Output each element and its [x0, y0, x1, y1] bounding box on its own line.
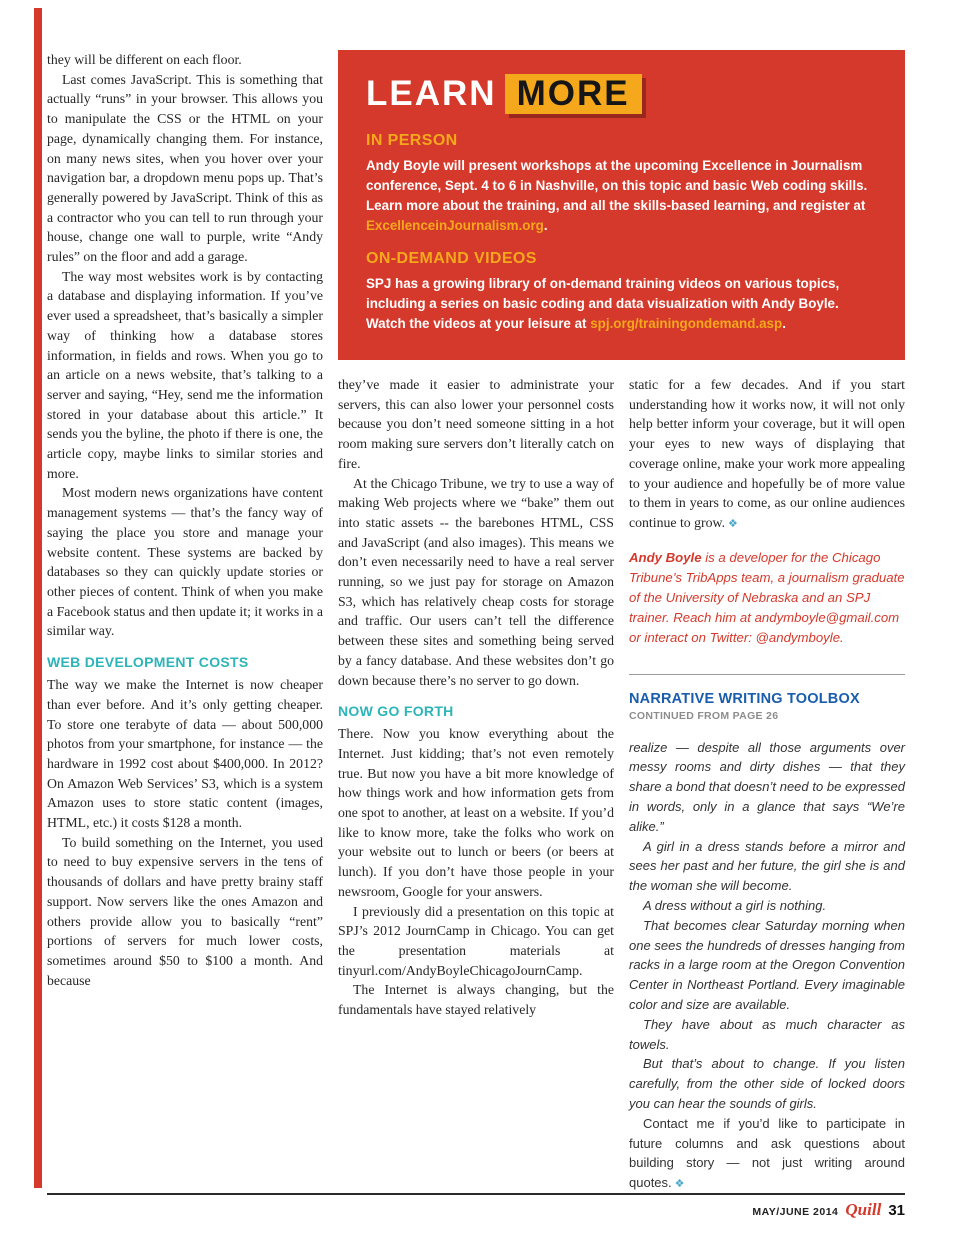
article-paragraph: The Internet is always changing, but the fundamentals have stayed relatively [338, 982, 614, 1018]
article-paragraph: To build something on the Internet, you used to need to buy expensive servers in the tens of thousands of dollars and have pretty brainy staff support. Now servers like the ones Amazon and others provide allow you to basically “rent” portions of servers for much lower costs, sometimes around $50 to $100 a month. And because [47, 834, 323, 988]
end-mark-icon: ❖ [728, 516, 738, 530]
toolbox-paragraph: They have about as much character as towels. [629, 1016, 905, 1052]
article-paragraph: Last comes JavaScript. This is something that actually “runs” in your browser. This allows you to manipulate the CSS or the HTML on your page, dynamically changing them. For instance, on many news sites, when you hover over your navigation bar, a dropdown menu pops up. That’s generally powered by JavaScript. Think of this as a contractor who you can tell to run through your house, change one wall to purple, write “Andy rules” on the floor and add a garage. [47, 71, 323, 265]
right-area [338, 50, 905, 1194]
section-divider [629, 674, 905, 675]
in-person-heading: IN PERSON [366, 132, 458, 149]
author-bio-text: is a developer for the Chicago Tribune’s TribApps team, a journalism graduate of the University of Nebraska and an SPJ trainer. Reach him at andymboyle@gmail.com or interact on Twitter: @andymboyle. [629, 549, 905, 645]
learn-more-title-more: MORE [505, 74, 642, 114]
toolbox-paragraph: But that’s about to change. If you listen carefully, from the other side of locked doors you can hear the sounds of girls. [629, 1056, 905, 1111]
learn-more-box [338, 50, 905, 360]
article-paragraph: At the Chicago Tribune, we try to use a way of making Web projects where we “bake” them out into static assets -- the barebones HTML, CSS and JavaScript (and also images). This means we don’t even necessarily need to have a real server running, so we just pay for storage on Amazon S3, which has relatively cheap costs for storage and traffic. Our users can’t tell the difference between these sites and something being served by a fancy database. And these websites don’t go down because there’s no server to go down. [338, 475, 614, 688]
footer-magazine-brand: Quill [845, 1200, 882, 1219]
section-heading-web-development-costs: WEB DEVELOPMENT COSTS [47, 654, 249, 671]
article-paragraph: The way most websites work is by contacting a database and displaying information. If you’ve ever used a spreadsheet, that’s basically a simpler way of thinking how a database stores information, in fields and rows. When you go to an article on a news website, that’s talking to a server and saying, “Hey, send me the information stored in your database about this article.” It sends you the byline, the photo if there is one, the article copy, maybe links to similar stories and more. [47, 268, 323, 481]
article-paragraph: I previously did a presentation on this topic at SPJ’s 2012 JournCamp in Chicago. You can get the presentation materials at tinyurl.com/AndyBoyleChicagoJournCamp. [338, 903, 614, 978]
on-demand-videos-heading: ON-DEMAND VIDEOS [366, 250, 537, 267]
footer-page-number: 31 [888, 1202, 905, 1219]
on-demand-text: SPJ has a growing library of on-demand training videos on various topics, including a series on basic coding and data visualization with Andy Boyle. Watch the videos at your leisure at [366, 276, 840, 331]
page-content [47, 50, 905, 1194]
spj-training-link: spj.org/trainingondemand.asp [590, 316, 783, 331]
learn-more-title [366, 74, 877, 114]
article-paragraph: Most modern news organizations have content management systems — that’s the fancy way of saying the place you store and manage your website content. These systems are backed by databases so they can quickly update stories or other pieces of content. Think of when you make a Facebook status and then update it; it works in a similar way. [47, 485, 323, 639]
on-demand-period: . [782, 316, 786, 331]
footer-issue-date: MAY/JUNE 2014 [752, 1206, 839, 1218]
learn-more-title-learn: LEARN [366, 74, 497, 113]
article-paragraph [629, 375, 905, 534]
left-accent-bar [34, 8, 42, 1188]
toolbox-paragraph: realize — despite all those arguments over messy rooms and dirty dishes — that they share a bond that doesn’t need to be expressed in words, only in a glance that says “We’re alike.” [629, 739, 905, 834]
toolbox-closing-text: Contact me if you’d like to participate in future columns and ask questions about building story — not just writing around quotes. [629, 1115, 905, 1191]
article-paragraph: The way we make the Internet is now cheaper than ever before. And it’s only getting cheaper. To store one terabyte of data — about 500,000 photos from your smartphone, for instance — the hardware in 1992 cost about $400,000. In 2012? On Amazon Web Services’ S3, which is a system Amazon uses to store static content (images, HTML, etc.) it costs $128 a month. [47, 677, 323, 831]
article-paragraph: they’ve made it easier to administrate your servers, this can also lower your personnel costs because you don’t need someone sitting in a hot room making sure servers don’t literally catch on fire. [338, 377, 614, 471]
in-person-period: . [543, 218, 548, 233]
article-closing-text: static for a few decades. And if you start understanding how it works now, it will not only help better inform your coverage, but it will open your eyes to new ways of displaying that coverage online, make your work more appealing to your audience and hopefully be of more value to them in years to come, as our online audiences continue to grow. [629, 377, 905, 530]
toolbox-paragraph [629, 1114, 905, 1194]
toolbox-paragraph: A girl in a dress stands before a mirror and sees her past and her future, the girl she is and the woman she will become. [629, 838, 905, 894]
author-bio [629, 548, 905, 648]
column-3 [629, 375, 905, 1194]
author-name: Andy Boyle [629, 549, 702, 565]
narrative-writing-toolbox-heading: NARRATIVE WRITING TOOLBOX [629, 690, 860, 707]
end-mark-icon: ❖ [674, 1177, 685, 1191]
toolbox-paragraph: A dress without a girl is nothing. [643, 898, 827, 913]
in-person-text: Andy Boyle will present workshops at the upcoming Excellence in Journalism conference, Sept. 4 to 6 in Nashville, on this topic and basic Web coding skills. Learn more about the training, and all the skills-based learning, and register at [366, 158, 868, 213]
page-footer [47, 1193, 905, 1220]
column-2 [338, 375, 614, 1194]
on-demand-body [366, 274, 877, 334]
section-heading-now-go-forth: NOW GO FORTH [338, 703, 454, 720]
column-1 [47, 50, 323, 1194]
footer-rule [47, 1193, 905, 1195]
article-paragraph: they will be different on each floor. [47, 52, 242, 67]
toolbox-paragraph: That becomes clear Saturday morning when one sees the hundreds of dresses hanging from racks in a large room at the Oregon Convention Center in Northeast Portland. Every imaginable color and size are available. [629, 917, 905, 1012]
article-paragraph: There. Now you know everything about the Internet. Just kidding; that’s not even remotely true. But now you have a bit more knowledge of how things work and how information gets from one spot to another, at least on a website. If you’d like to know more, take the folks who work on your website out to lunch or beers (or beers at lunch). If you don’t have those people in your newsroom, Google for your answers. [338, 726, 614, 899]
in-person-body [366, 156, 877, 236]
continued-from-label: CONTINUED FROM PAGE 26 [629, 709, 779, 722]
excellence-in-journalism-link: ExcellenceinJournalism.org [366, 218, 544, 233]
